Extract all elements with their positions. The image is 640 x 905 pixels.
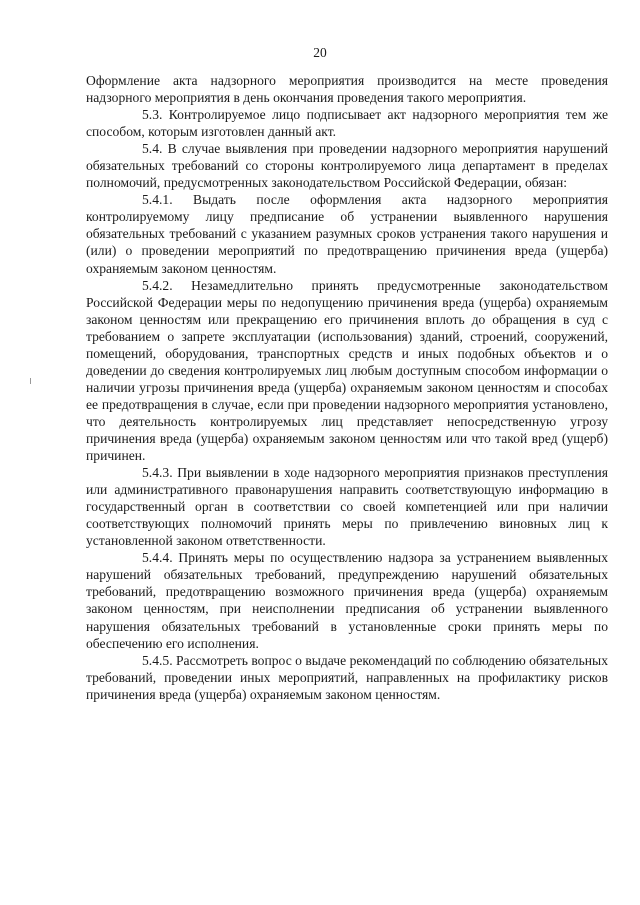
page-number: 20: [313, 45, 327, 60]
paragraph-5-4-4: 5.4.4. Принять меры по осуществлению надзора за устранением выявленных нарушений обязательных требований, предупреждению нарушений обязательных требований, предотвращению возможного причинения вреда (ущерба) охраняемым законом ценностям, при неисполнении предписания об устранении выявленного нарушения обязательных требований в установленные сроки принять меры по обеспечению его исполнения.: [86, 550, 608, 651]
paragraph-1: Оформление акта надзорного мероприятия производится на месте проведения надзорного мероприятия в день окончания проведения такого мероприятия.: [86, 73, 608, 106]
paragraph-5-4: 5.4. В случае выявления при проведении надзорного мероприятия нарушений обязательных требований со стороны контролируемого лица департамент в пределах полномочий, предусмотренных законодательством Российской Федерации, обязан:: [86, 141, 608, 191]
margin-mark: [30, 378, 31, 384]
paragraph-5-4-2: 5.4.2. Незамедлительно принять предусмотренные законодательством Российской Федерации меры по недопущению причинения вреда (ущерба) охраняемым законом ценностям или прекращению его причинения вплоть до обращения в суд с требованием о запрете эксплуатации (использования) зданий, строений, сооружений, помещений, оборудования, транспортных средств и иных подобных объектов и о доведении до сведения контролируемых лиц любым доступным способом информации о наличии угрозы причинения вреда (ущерба) охраняемым законом ценностям и способах ее предотвращения в случае, если при проведении надзорного мероприятия установлено, что деятельность контролируемых лиц представляет непосредственную угрозу причинения вреда (ущерба) охраняемым законом ценностям или что такой вред (ущерб) причинен.: [86, 277, 608, 464]
paragraph-5-4-5: 5.4.5. Рассмотреть вопрос о выдаче рекомендаций по соблюдению обязательных требований, проведении иных мероприятий, направленных на профилактику рисков причинения вреда (ущерба) охраняемым законом ценностям.: [86, 652, 608, 702]
paragraph-5-4-1: 5.4.1. Выдать после оформления акта надзорного мероприятия контролируемому лицу предписание об устранении выявленного нарушения обязательных требований с указанием разумных сроков устранения такого нарушения и (или) о проведении мероприятий по предотвращению причинения вреда (ущерба) охраняемым законом ценностям.: [86, 192, 608, 276]
paragraph-5-4-3: 5.4.3. При выявлении в ходе надзорного мероприятия признаков преступления или административного правонарушения направить соответствующую информацию в государственный орган в соответствии со своей компетенцией или при наличии соответствующих полномочий принять меры по привлечению виновных лиц к установленной законом ответственности.: [86, 465, 608, 549]
document-body: [86, 72, 608, 703]
paragraph-5-3: 5.3. Контролируемое лицо подписывает акт надзорного мероприятия тем же способом, которым изготовлен данный акт.: [86, 107, 608, 140]
